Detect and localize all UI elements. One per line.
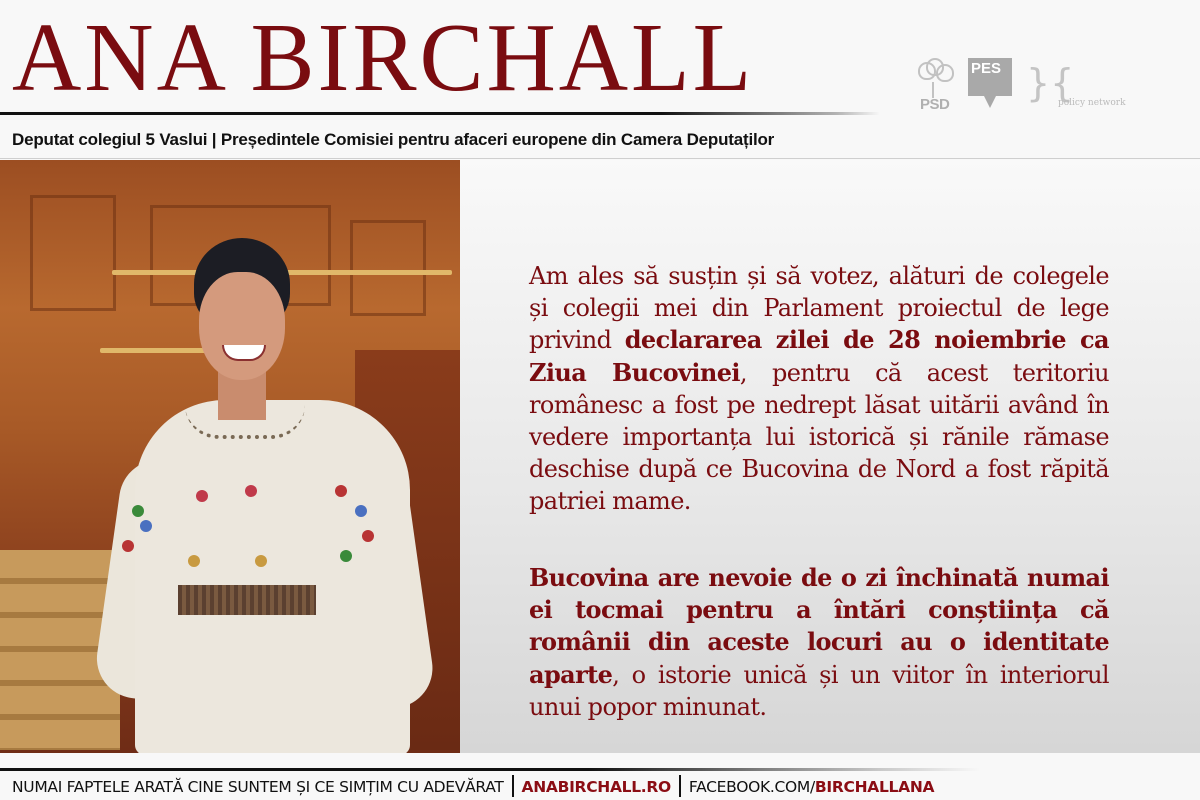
rose-icon: [936, 64, 954, 82]
embroidered-flower-icon: [335, 485, 347, 497]
facebook-prefix: FACEBOOK.COM/: [688, 778, 815, 796]
pes-logo: [968, 58, 1012, 96]
footer-tagline: [12, 775, 934, 797]
portrait-photo: [0, 160, 460, 753]
embroidered-flower-icon: [340, 550, 352, 562]
paragraph-text: Am ales să susțin și să votez, alături de colegele și colegii mei din Parlament proiectul de lege privind: [529, 262, 1109, 355]
subtitle: Deputat colegiul 5 Vaslui | Președintele Comisiei pentru afaceri europene din Camera Deputaților: [12, 130, 775, 149]
facebook-link[interactable]: [689, 778, 934, 796]
embroidered-blouse: [135, 400, 410, 753]
embroidered-flower-icon: [255, 555, 267, 567]
embroidered-flower-icon: [188, 555, 200, 567]
footer: [0, 753, 1200, 800]
website-link[interactable]: ANABIRCHALL.RO: [521, 778, 671, 796]
embroidered-flower-icon: [196, 490, 208, 502]
embroidered-flower-icon: [140, 520, 152, 532]
wall-panel: [30, 195, 116, 311]
title-divider: [0, 112, 880, 115]
policy-network-label: policy network: [1058, 98, 1126, 108]
motto: NUMAI FAPTELE ARATĂ CINE SUNTEM ȘI CE SIMȚIM CU ADEVĂRAT: [12, 778, 504, 796]
wall-panel: [350, 220, 426, 316]
statement-paragraph-1: [529, 260, 1109, 518]
statement-paragraph-2: [529, 562, 1109, 723]
paragraph-text: , o istorie unică și un viitor în interiorul unui popor minunat.: [529, 660, 1109, 721]
embroidered-flower-icon: [362, 530, 374, 542]
psd-label: PSD: [920, 96, 950, 113]
embroidered-flower-icon: [245, 485, 257, 497]
page-title: ANA BIRCHALL: [12, 4, 755, 112]
embroidered-flower-icon: [122, 540, 134, 552]
facebook-handle: BIRCHALLANA: [814, 778, 935, 796]
highlighted-text: declararea zilei de 28 noiembrie ca Ziua Bucovinei: [529, 325, 1109, 387]
footer-divider: [0, 768, 980, 771]
paragraph-text: , pentru că acest teritoriu românesc a fost pe nedrept lăsat uitării având în vedere importanța lui istorică și rănile rămase deschise după ce Bucovina de Nord a fost răpită patriei mame.: [529, 358, 1109, 516]
header-divider: [0, 158, 1200, 159]
face: [199, 272, 285, 380]
separator: [512, 775, 514, 797]
statement-panel: [460, 160, 1200, 753]
woven-belt: [178, 585, 316, 615]
pes-label: PES: [971, 60, 1002, 77]
highlighted-text: Bucovina are nevoie de o zi închinată numai ei tocmai pentru a întări conștiința că românii din aceste locuri au o identitate aparte: [529, 563, 1109, 689]
blouse-collar: [185, 405, 305, 439]
policy-network-logo: [1026, 60, 1126, 116]
psd-logo: [914, 58, 954, 114]
speech-bubble-tail-icon: [984, 96, 996, 108]
embroidered-flower-icon: [132, 505, 144, 517]
separator: [679, 775, 681, 797]
embroidered-flower-icon: [355, 505, 367, 517]
party-logos: [910, 58, 1126, 118]
header: [0, 0, 1200, 160]
braces-icon: }{: [1026, 61, 1075, 105]
